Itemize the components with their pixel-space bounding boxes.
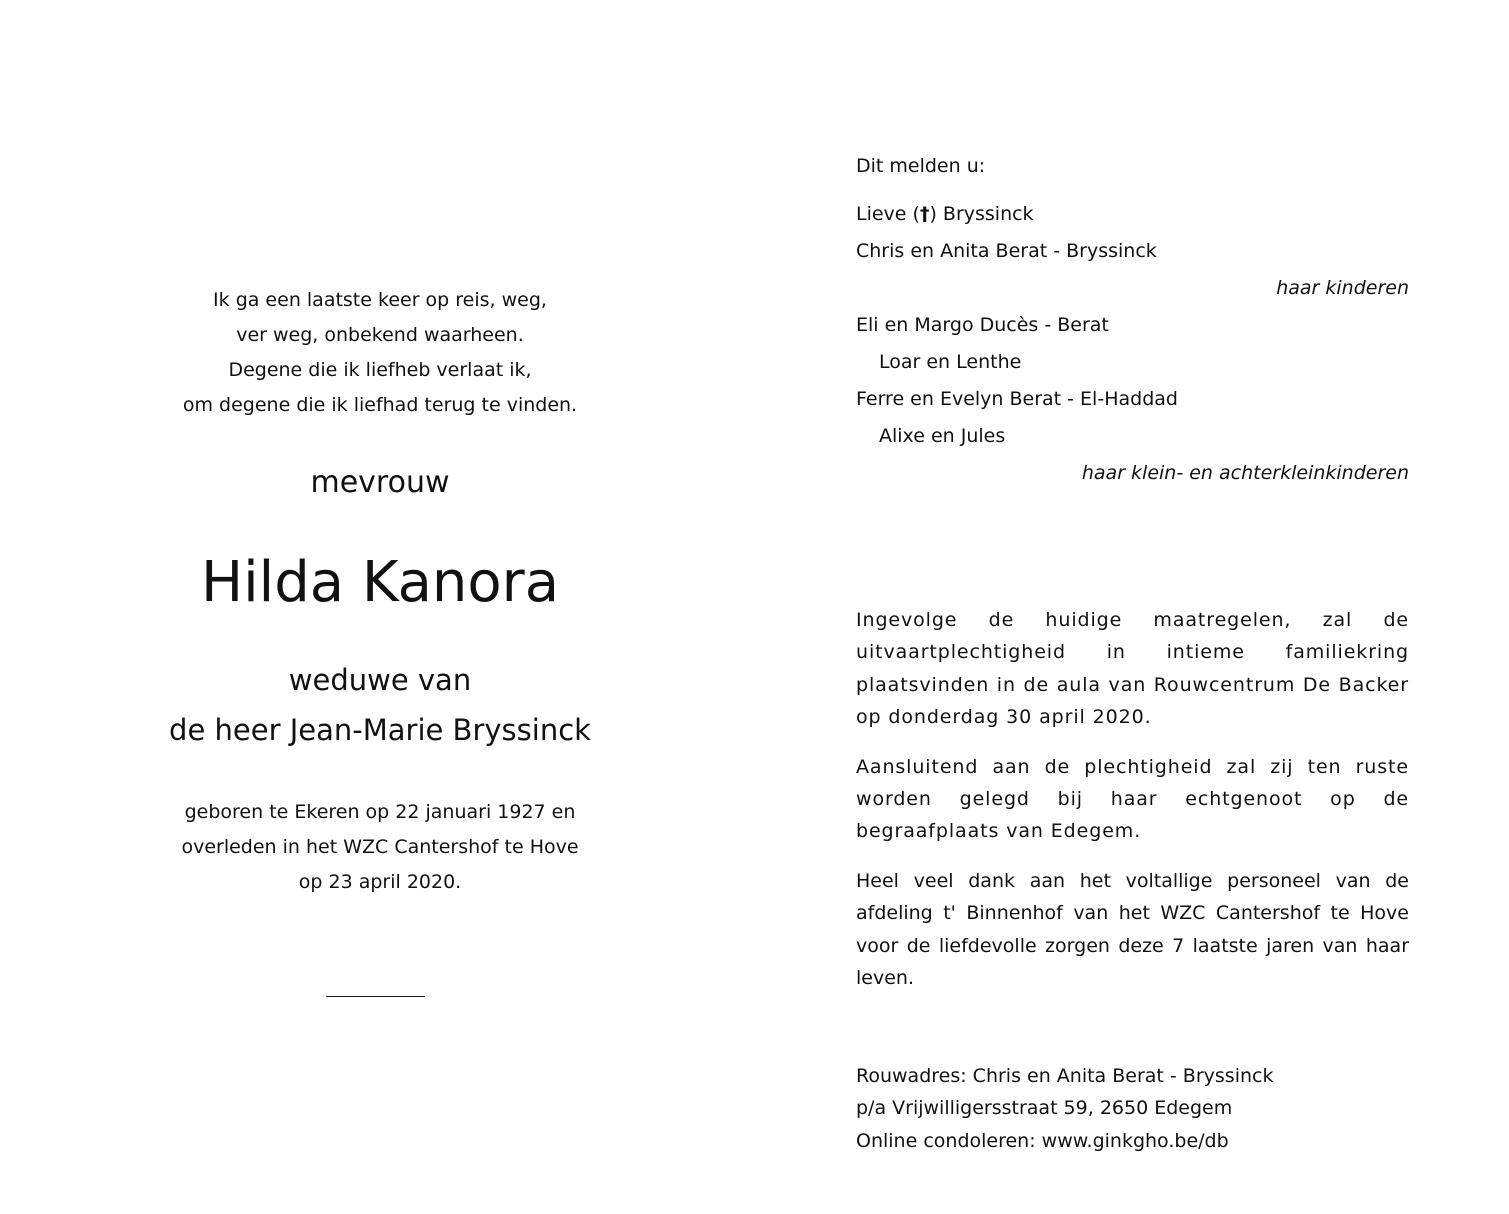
family-member: Loar en Lenthe	[879, 351, 1022, 373]
widow-of-block	[0, 655, 760, 755]
spouse-name: de heer Jean-Marie Bryssinck	[169, 713, 591, 747]
family-member: Lieve (†) Bryssinck	[856, 203, 1034, 225]
ceremony-text	[856, 604, 1409, 1011]
deceased-name: Hilda Kanora	[200, 550, 560, 615]
widow-of-label: weduwe van	[288, 663, 472, 697]
family-member: Eli en Margo Ducès - Berat	[856, 314, 1109, 336]
poem-line: om degene die ik liefhad terug te vinden.	[182, 394, 578, 416]
ceremony-paragraph: Ingevolge de huidige maatregelen, zal de uitvaartplechtigheid in intieme familiekring plaatsvinden in de aula van Rouwcentrum De Backer op donderdag 30 april 2020.	[856, 609, 1409, 729]
family-member: Chris en Anita Berat - Bryssinck	[856, 240, 1157, 262]
burial-paragraph: Aansluitend aan de plechtigheid zal zij ten ruste worden gelegd bij haar echtgenoot op de begraafplaats van Edegem.	[856, 755, 1409, 843]
announcement-heading: Dit melden u:	[856, 155, 986, 177]
honorific-title: mevrouw	[310, 465, 450, 500]
cross-icon: †	[919, 203, 930, 225]
thanks-paragraph: Heel veel dank aan het voltallige personeel van de afdeling t' Binnenhof van het WZC Cantershof te Hove voor de liefdevolle zorgen deze 7 laatste jaren van haar leven.	[856, 869, 1409, 990]
relation-label: haar klein- en achterkleinkinderen	[1081, 462, 1409, 484]
right-page	[856, 0, 1409, 1214]
family-member: Ferre en Evelyn Berat - El-Haddad	[856, 388, 1178, 410]
street-address: p/a Vrijwilligersstraat 59, 2650 Edegem	[856, 1097, 1233, 1120]
poem-line: Degene die ik liefheb verlaat ik,	[228, 359, 532, 381]
poem-line: Ik ga een laatste keer op reis, weg,	[213, 289, 547, 311]
birth-death-details	[0, 795, 760, 900]
death-date-line: op 23 april 2020.	[298, 871, 462, 893]
mourning-address: Rouwadres: Chris en Anita Berat - Bryssinck	[856, 1065, 1274, 1087]
contact-block	[856, 1060, 1409, 1157]
birth-line: geboren te Ekeren op 22 januari 1927 en	[184, 801, 576, 823]
family-member: Alixe en Jules	[879, 425, 1006, 447]
family-list	[856, 196, 1409, 492]
death-line: overleden in het WZC Cantershof te Hove	[181, 836, 579, 858]
online-condolence: Online condoleren: www.ginkgho.be/db	[856, 1129, 1229, 1152]
poem	[0, 283, 760, 423]
relation-label: haar kinderen	[1276, 277, 1409, 299]
separator-line	[326, 996, 425, 997]
poem-line: ver weg, onbekend waarheen.	[236, 324, 524, 346]
